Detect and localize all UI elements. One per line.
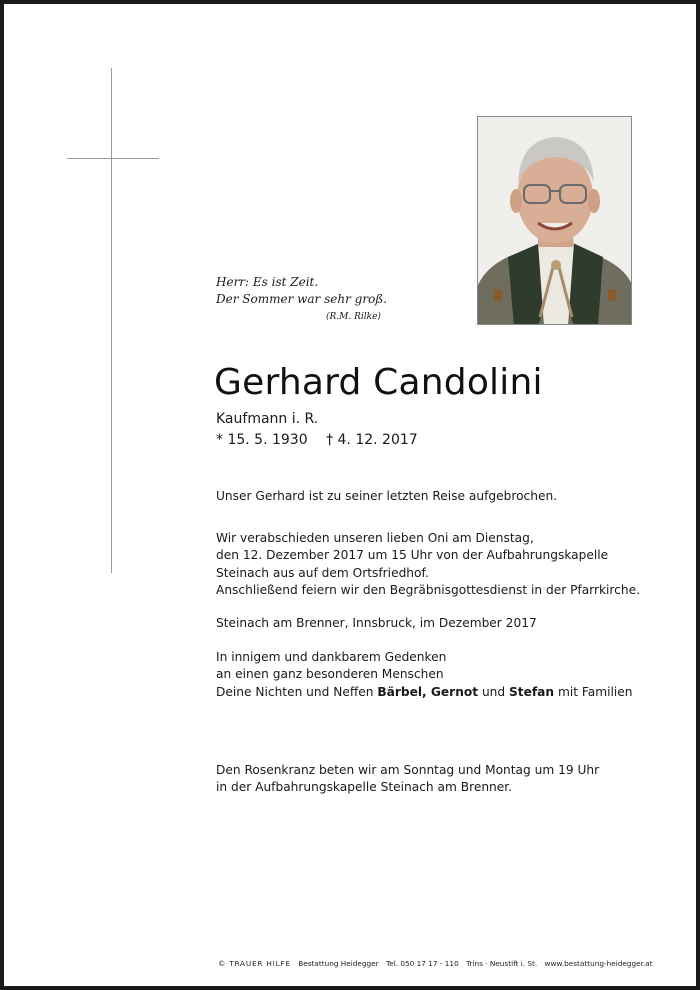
quote-line-1: Herr: Es ist Zeit. bbox=[216, 275, 319, 289]
text-line: Wir verabschieden unseren lieben Oni am Dienstag, bbox=[216, 531, 534, 545]
mourner-name: Stefan bbox=[509, 684, 555, 699]
footer-company: Bestattung Heidegger bbox=[298, 959, 379, 968]
text-line bbox=[216, 684, 633, 701]
cross-horizontal-line bbox=[67, 158, 159, 159]
life-dates bbox=[216, 432, 418, 448]
text-line: Den Rosenkranz beten wir am Sonntag und Montag um 19 Uhr bbox=[216, 763, 600, 777]
mourners-paragraph bbox=[216, 649, 633, 701]
birth-date: * 15. 5. 1930 bbox=[216, 432, 308, 448]
text-segment: und bbox=[478, 684, 510, 699]
deceased-title: Kaufmann i. R. bbox=[216, 411, 319, 427]
footer bbox=[218, 959, 658, 968]
trauerhilfe-logo: © TRAUER HILFE bbox=[218, 959, 291, 968]
text-line: Steinach aus auf dem Ortsfriedhof. bbox=[216, 565, 429, 580]
quote-author: (R.M. Rilke) bbox=[326, 312, 381, 322]
deceased-name: Gerhard Candolini bbox=[214, 362, 543, 403]
text-line: Unser Gerhard ist zu seiner letzten Reise aufgebrochen. bbox=[216, 489, 558, 503]
rilke-quote bbox=[216, 274, 387, 308]
text-line: den 12. Dezember 2017 um 15 Uhr von der Aufbahrungskapelle bbox=[216, 548, 609, 563]
death-date: † 4. 12. 2017 bbox=[326, 432, 418, 448]
quote-line-2: Der Sommer war sehr groß. bbox=[216, 292, 388, 306]
footer-website: www.bestattung-heidegger.at bbox=[544, 959, 653, 968]
mourner-names: Bärbel, Gernot bbox=[377, 684, 479, 699]
text-line: Steinach am Brenner, Innsbruck, im Dezember 2017 bbox=[216, 616, 537, 630]
text-segment: mit Familien bbox=[554, 684, 633, 699]
funeral-info-paragraph bbox=[216, 530, 640, 600]
text-line: In innigem und dankbarem Gedenken bbox=[216, 650, 447, 664]
place-date-paragraph bbox=[216, 615, 537, 632]
text-line: in der Aufbahrungskapelle Steinach am Brenner. bbox=[216, 780, 513, 795]
portrait-photo bbox=[477, 116, 632, 325]
cross-vertical-line bbox=[111, 68, 112, 573]
footer-phone: Tel. 050 17 17 - 110 bbox=[386, 959, 459, 968]
text-line: Anschließend feiern wir den Begräbnisgottesdienst in der Pfarrkirche. bbox=[216, 583, 640, 598]
farewell-paragraph bbox=[216, 488, 557, 505]
text-line: an einen ganz besonderen Menschen bbox=[216, 667, 444, 682]
footer-places: Trins · Neustift i. St. bbox=[466, 959, 538, 968]
rosary-paragraph bbox=[216, 762, 599, 797]
text-segment: Deine Nichten und Neffen bbox=[216, 684, 378, 699]
